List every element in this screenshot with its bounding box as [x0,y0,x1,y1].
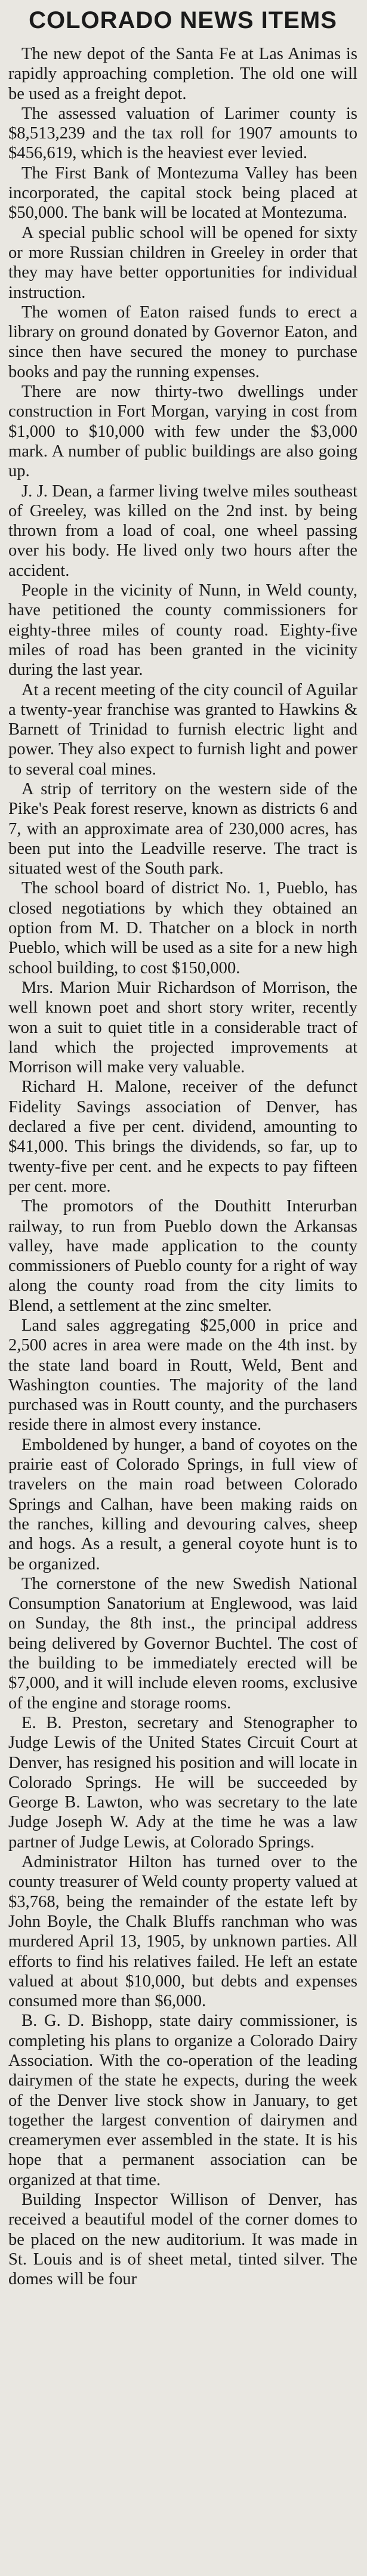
news-item: E. B. Preston, secretary and Stenographer to Judge Lewis of the United States Circuit Court at Denver, has resigned his position and will locate in Colorado Springs. He will be succeeded by George B. Lawton, who was secretary to the late Judge Joseph W. Ady at the time he was a law partner of Judge Lewis, at Colorado Springs. [8,1713,357,1852]
news-item: Mrs. Marion Muir Richardson of Morrison, the well known poet and short story writer, recently won a suit to quiet title in a considerable tract of land which the projected improvements at Morrison will make very valuable. [8,978,357,1077]
news-item: J. J. Dean, a farmer living twelve miles southeast of Greeley, was killed on the 2nd inst. by being thrown from a load of coal, one wheel passing over his body. He lived only two hours after the accident. [8,482,357,580]
masthead: COLORADO NEWS ITEMS [29,7,337,33]
news-item: The assessed valuation of Larimer county is $8,513,239 and the tax roll for 1907 amounts to $456,619, which is the heaviest ever levied. [8,104,357,163]
news-item: The First Bank of Montezuma Valley has been incorporated, the capital stock being placed at $50,000. The bank will be located at Montezuma. [8,163,357,223]
news-item: The women of Eaton raised funds to erect a library on ground donated by Governor Eaton, and since then have secured the money to purchase books and pay the running expenses. [8,303,357,381]
news-item: A strip of territory on the western side of the Pike's Peak forest reserve, known as districts 6 and 7, with an approximate area of 230,000 acres, has been put into the Leadville reserve. The tract is situated west of the South park. [8,779,357,878]
news-item: The promotors of the Douthitt Interurban railway, to run from Pueblo down the Arkansas valley, have made application to the county commissioners of Pueblo county for a right of way along the county road from the city limits to Blend, a settlement at the zinc smelter. [8,1197,357,1315]
news-item: B. G. D. Bishopp, state dairy commissioner, is completing his plans to organize a Colorado Dairy Association. With the co-operation of the leading dairymen of the state he expects, during the week of the Denver live stock show in January, to get together the largest convention of dairymen and creamerymen ever assembled in the state. It is his hope that a permanent association can be organized at that time. [8,2012,357,2189]
news-item: There are now thirty-two dwellings under construction in Fort Morgan, varying in cost from $1,000 to $10,000 with few under the $3,000 mark. A number of public buildings are also going up. [8,382,357,481]
news-item: People in the vicinity of Nunn, in Weld county, have petitioned the county commissioners for eighty-three miles of county road. Eighty-five miles of road has been granted in the vicinity during the last year. [8,581,357,680]
article-column [8,44,357,2290]
news-item: Building Inspector Willison of Denver, has received a beautiful model of the corner domes to be placed on the new auditorium. It was made in St. Louis and is of sheet metal, tinted silver. The domes will be four [8,2191,357,2289]
news-item: At a recent meeting of the city council of Aguilar a twenty-year franchise was granted to Hawkins & Barnett of Trinidad to furnish electric light and power. They also expect to furnish light and power to several coal mines. [8,680,357,779]
news-item: Land sales aggregating $25,000 in price and 2,500 acres in area were made on the 4th inst. by the state land board in Routt, Weld, Bent and Washington counties. The majority of the land purchased was in Routt county, and the purchasers reside there in almost every instance. [8,1316,357,1434]
news-item: Administrator Hilton has turned over to the county treasurer of Weld county property valued at $3,768, being the remainder of the estate left by John Boyle, the Chalk Bluffs ranchman who was murdered April 13, 1905, by unknown parties. All efforts to find his relatives failed. He left an estate valued at about $10,000, but debts and expenses consumed more than $6,000. [8,1853,357,2011]
news-item: Emboldened by hunger, a band of coyotes on the prairie east of Colorado Springs, in full view of travelers on the main road between Colorado Springs and Calhan, have been making raids on the ranches, killing and devouring calves, sheep and hogs. As a result, a general coyote hunt is to be organized. [8,1435,357,1574]
news-item: Richard H. Malone, receiver of the defunct Fidelity Savings association of Denver, has declared a five per cent. dividend, amounting to $41,000. This brings the dividends, so far, up to twenty-five per cent. and he expects to pay fifteen per cent. more. [8,1078,357,1196]
news-item: A special public school will be opened for sixty or more Russian children in Greeley in order that they may have better opportunities for individual instruction. [8,223,357,302]
news-item: The school board of district No. 1, Pueblo, has closed negotiations by which they obtained an option from M. D. Thatcher on a block in north Pueblo, which will be used as a site for a new high school building, to cost $150,000. [8,879,357,977]
news-item: The new depot of the Santa Fe at Las Animas is rapidly approaching completion. The old one will be used as a freight depot. [8,45,357,103]
news-item: The cornerstone of the new Swedish National Consumption Sanatorium at Englewood, was laid on Sunday, the 8th inst., the principal address being delivered by Governor Buchtel. The cost of the building to be immediately erected will be $7,000, and it will include eleven rooms, exclusive of the engine and storage rooms. [8,1574,357,1713]
